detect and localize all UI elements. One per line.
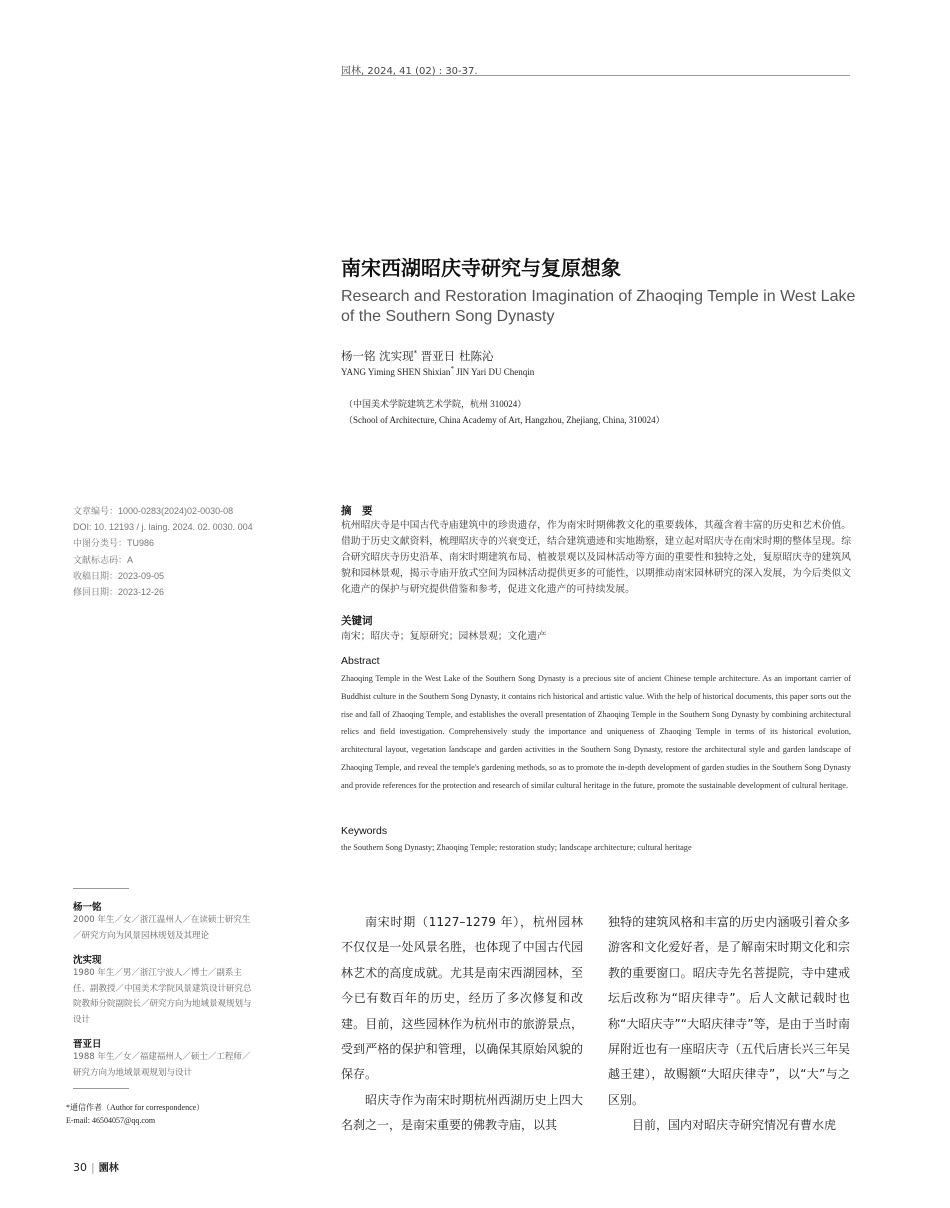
bio-text: 1988 年生／女／福建福州人／硕士／工程师／研究方向为地域景观规划与设计 xyxy=(73,1052,251,1078)
authors-en-part2: JIN Yari DU Chenqin xyxy=(453,367,535,377)
footer-separator: | xyxy=(91,1161,95,1174)
body-paragraph: 昭庆寺作为南宋时期杭州西湖历史上四大名刹之一，是南宋重要的佛教寺庙，以其 xyxy=(341,1092,583,1133)
body-column-right xyxy=(608,910,850,1139)
article-meta xyxy=(73,503,253,600)
authors-zh-part2: 晋亚日 杜陈沁 xyxy=(417,349,494,363)
bio-text: 2000 年生／女／浙江温州人／在读硕士研究生／研究方向为风景园林规划及其理论 xyxy=(73,915,251,941)
authors-zh-part1: 杨一铭 沈实现 xyxy=(341,349,414,363)
corresponding-mark: * xyxy=(413,349,418,358)
affiliation-chinese: （中国美术学院建筑艺术学院，杭州 310024） xyxy=(344,399,527,409)
keywords-en-text: the Southern Song Dynasty; Zhaoqing Temple; restoration study; landscape architecture; cultural heritage xyxy=(341,843,692,852)
journal-logo: 園林 xyxy=(98,1163,119,1174)
meta-received-date: 收稿日期：2023-09-05 xyxy=(73,570,165,581)
abstract-en-heading: Abstract xyxy=(341,655,380,667)
bio-block xyxy=(73,899,253,944)
body-paragraph: 南宋时期（1127–1279 年），杭州园林不仅仅是一处风景名胜，也体现了中国古代园林艺术的高度成就。尤其是南宋西湖园林，至今已有数百年的历史，经历了多次修复和改建。目前，这些园林作为杭州市的旅游景点，受到严格的保护和管理，以确保其原始风貌的保存。 xyxy=(341,915,583,1082)
body-column-left xyxy=(341,910,583,1139)
correspondence-email: E-mail: 46504057@qq.com xyxy=(66,1116,156,1125)
body-paragraph: 目前，国内对昭庆寺研究情况有曹水虎 xyxy=(632,1118,837,1133)
affiliation xyxy=(344,396,665,428)
keywords-en-heading: Keywords xyxy=(341,825,388,837)
keywords-zh-heading: 关键词 xyxy=(341,615,373,627)
page-footer xyxy=(73,1159,119,1174)
authors-english xyxy=(341,365,534,377)
abstract-zh-text: 杭州昭庆寺是中国古代寺庙建筑中的珍贵遗存，作为南宋时期佛教文化的重要载体，其蕴含着丰富的历史和艺术价值。借助于历史文献资料，梳理昭庆寺的兴衰变迁，结合建筑遗迹和实地勘察，建立起对昭庆寺在南宋时期的整体呈现。综合研究昭庆寺历史沿革、南宋时期建筑布局、植被景观以及园林活动等方面的重要性和独特之处，复原昭庆寺的建筑风貌和园林景观，揭示寺庙开放式空间为园林活动提供更多的可能性，以期推动南宋园林研究的深入发展，为今后类似文化遗产的保护与研究提供借鉴和参考，促进文化遗产的可持续发展。 xyxy=(341,520,851,595)
bio-block xyxy=(73,952,253,1028)
bio-text: 1980 年生／男／浙江宁波人／博士／副系主任、副教授／中国美术学院风景建筑设计研究总院教师分院副院长／研究方向为地域景观规划与设计 xyxy=(73,968,252,1025)
bio-block xyxy=(73,1036,253,1081)
citation-header: 园林, 2024, 41 (02) : 30-37. xyxy=(341,66,478,77)
correspondence-label: *通信作者（Author for correspondence） xyxy=(66,1103,205,1112)
meta-classification: 中图分类号：TU986 xyxy=(73,538,155,549)
authors-chinese xyxy=(341,348,493,364)
page-number: 30 xyxy=(73,1161,87,1174)
bio-name: 晋亚日 xyxy=(73,1039,102,1050)
abstract-en-text: Zhaoqing Temple in the West Lake of the Southern Song Dynasty is a precious site of ancient Chinese temple architecture. As an important carrier of Buddhist culture in the Southern Song Dynasty, it contains rich historical and artistic value. With the help of historical documents, this paper sorts out the rise and fall of Zhaoqing Temple, and establishes the overall presentation of Zhaoqing Temple in the Southern Song Dynasty by combining architectural relics and field investigation. Comprehensively study the importance and uniqueness of Zhaoqing Temple in terms of its historical evolution, architectural layout, vegetation landscape and garden activities in the Southern Song Dynasty, restore the architectural style and garden landscape of Zhaoqing Temple, and reveal the temple's gardening methods, so as to promote the in-depth development of garden studies in the Southern Song Dynasty and provide references for the protection and research of similar cultural heritage in the future, promote the sustainable development of cultural heritage. xyxy=(341,674,851,790)
meta-doi: DOI: 10. 12193 / j. laing. 2024. 02. 0030. 004 xyxy=(73,522,253,533)
meta-document-code: 文献标志码：A xyxy=(73,554,134,565)
affiliation-english: （School of Architecture, China Academy of Art, Hangzhou, Zhejiang, China, 310024） xyxy=(344,415,665,425)
bio-name: 沈实现 xyxy=(73,955,102,966)
title-english: Research and Restoration Imagination of Zhaoqing Temple in West Lake of the Southern Song Dynasty xyxy=(341,288,856,325)
abstract-zh-heading: 摘 要 xyxy=(341,505,373,517)
meta-revised-date: 修回日期：2023-12-26 xyxy=(73,587,165,598)
header-rule xyxy=(341,75,850,76)
bio-top-rule xyxy=(73,888,129,889)
title-chinese: 南宋西湖昭庆寺研究与复原想象 xyxy=(341,256,621,280)
corresponding-mark-en: * xyxy=(450,365,454,373)
body-paragraph: 独特的建筑风格和丰富的历史内涵吸引着众多游客和文化爱好者，是了解南宋时期文化和宗教的重要窗口。昭庆寺先名菩提院，寺中建戒坛后改称为“昭庆律寺”。后人文献记载时也称“大昭庆寺”“大昭庆律寺”等，是由于当时南屏附近也有一座昭庆寺（五代后唐长兴三年吴越王建），故赐额“大昭庆律寺”，以“大”与之区别。 xyxy=(608,915,850,1107)
bio-bottom-rule xyxy=(73,1088,129,1089)
bio-name: 杨一铭 xyxy=(73,902,102,913)
meta-article-number: 文章编号：1000-0283(2024)02-0030-08 xyxy=(73,506,234,516)
correspondence xyxy=(66,1101,204,1127)
keywords-zh-text: 南宋；昭庆寺；复原研究；园林景观；文化遗产 xyxy=(341,631,547,642)
authors-en-part1: YANG Yiming SHEN Shixian xyxy=(341,367,451,377)
